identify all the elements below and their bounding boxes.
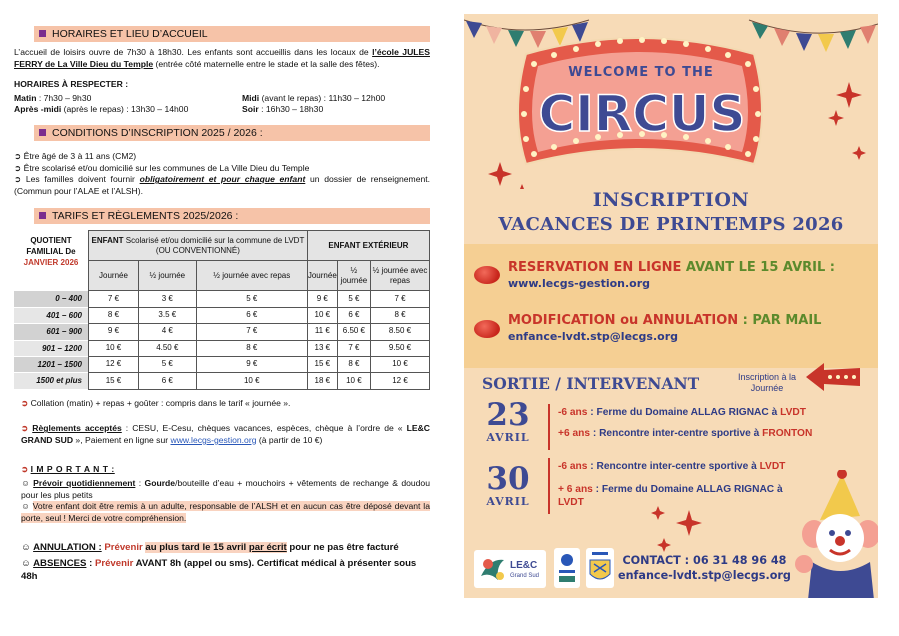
- smiley-icon: ☺: [21, 478, 34, 489]
- quotient-row: 1500 et plus: [14, 372, 88, 388]
- price-cell: 11 €: [307, 324, 337, 340]
- price-cell: 8 €: [337, 356, 370, 372]
- reservation-block: RESERVATION EN LIGNE AVANT LE 15 AVRIL : www.lecgs-gestion.org: [508, 260, 835, 290]
- price-cell: 9 €: [196, 356, 307, 372]
- smiley-icon: ☺: [21, 558, 34, 570]
- price-cell: 15 €: [307, 356, 337, 372]
- arrow-bullet-icon: ➲: [14, 150, 24, 161]
- price-cell: 3 €: [138, 291, 196, 307]
- column-header: Journée: [89, 261, 139, 291]
- price-cell: 15 €: [89, 373, 139, 389]
- smiley-icon: ☺: [21, 542, 34, 554]
- section-tarifs-header: [34, 208, 430, 224]
- quotient-row: 0 – 400: [14, 290, 88, 306]
- price-cell: 6 €: [337, 307, 370, 323]
- quotient-date: JANVIER 2026: [23, 257, 79, 267]
- price-cell: 6 €: [196, 307, 307, 323]
- clown-icon: [790, 470, 878, 598]
- caf-emblem-icon: [554, 548, 580, 588]
- activity-line: + 6 ans : Ferme du Domaine ALLAG RIGNAC à LVDT: [558, 484, 783, 508]
- price-cell: 8 €: [371, 307, 430, 323]
- absences-line: ☺ ABSENCES : Prévenir AVANT 8h (appel ou sms). Certificat médical à présenter sous 48h: [21, 558, 417, 583]
- circus-sign-icon: [464, 14, 878, 189]
- price-cell: 8 €: [89, 307, 139, 323]
- arrow-bullet-icon: ➲: [21, 397, 31, 408]
- online-payment-link[interactable]: www.lecgs-gestion.org: [170, 434, 257, 445]
- divider: [548, 458, 550, 514]
- price-cell: 10 €: [371, 356, 430, 372]
- price-cell: 4.50 €: [138, 340, 196, 356]
- modification-mail[interactable]: enfance-lvdt.stp@lecgs.org: [508, 329, 679, 343]
- arrow-bullet-icon: ➲: [14, 174, 26, 185]
- important-remise: ☺ Votre enfant doit être remis à un adulte, responsable de l’ALSH et en aucun cas être déposé devant la porte, seul ! Merci de votre compréhension.: [21, 501, 430, 523]
- table-row: [89, 373, 430, 389]
- price-cell: 12 €: [89, 356, 139, 372]
- activity-line: -6 ans : Rencontre inter-centre sportive à LVDT: [558, 461, 786, 472]
- column-header: ½ journée avec repas: [371, 261, 430, 291]
- lec-logo: LE&C Grand Sud: [474, 550, 546, 588]
- price-cell: 6 €: [138, 373, 196, 389]
- important-title: ➲ I M P O R T A N T :: [21, 464, 115, 475]
- reglements: ➲ Règlements acceptés : CESU, E-Cesu, chèques vacances, espèces, chèque à l’ordre de « LE&C GRAND SUD », Paiement en ligne sur www.lecgs-gestion.org (à partir de 10 €): [21, 423, 430, 445]
- section-title: CONDITIONS D’INSCRIPTION 2025 / 2026 :: [52, 126, 263, 139]
- column-header: Journée: [307, 261, 337, 291]
- quotient-row: 601 – 900: [14, 323, 88, 339]
- price-cell: 13 €: [307, 340, 337, 356]
- town-logo: [586, 548, 614, 588]
- enfant-exterieur-header: ENFANT EXTÉRIEUR: [307, 231, 429, 261]
- square-bullet-icon: [39, 129, 46, 136]
- contact-mail[interactable]: enfance-lvdt.stp@lecgs.org: [618, 568, 791, 582]
- section-title: TARIFS ET RÈGLEMENTS 2025/2026 :: [52, 210, 239, 223]
- price-cell: 6.50 €: [337, 324, 370, 340]
- price-cell: 7 €: [89, 291, 139, 307]
- column-header: ½ journée: [138, 261, 196, 291]
- price-cell: 8.50 €: [371, 324, 430, 340]
- column-header: ½ journée avec repas: [196, 261, 307, 291]
- divider: [548, 404, 550, 450]
- reservation-url[interactable]: www.lecgs-gestion.org: [508, 276, 651, 290]
- circus-flyer: [464, 14, 878, 598]
- price-cell: 7 €: [371, 291, 430, 307]
- table-row: [89, 340, 430, 356]
- town-shield-icon: [586, 548, 614, 588]
- table-row: [89, 324, 430, 340]
- arrow-left-icon: [804, 360, 864, 394]
- table-row: [89, 307, 430, 323]
- lec-emblem-icon: [478, 554, 508, 584]
- day-30: 30 AVRIL: [486, 461, 530, 508]
- square-bullet-icon: [39, 30, 46, 37]
- contact-phone[interactable]: CONTACT : 06 31 48 96 48: [622, 554, 787, 567]
- section-conditions-header: [34, 125, 430, 141]
- inscription-title: INSCRIPTION: [592, 189, 750, 211]
- svg-text:CIRCUS: CIRCUS: [538, 85, 746, 143]
- price-cell: 5 €: [196, 291, 307, 307]
- column-header: ½ journée: [337, 261, 370, 291]
- quotient-row: 901 – 1200: [14, 340, 88, 356]
- contact-block: [618, 554, 791, 583]
- caf-logo: [554, 548, 580, 588]
- arrow-bullet-icon: ➲: [21, 464, 31, 475]
- price-cell: 3.5 €: [138, 307, 196, 323]
- enfant-lvdt-header: ENFANT Scolarisé et/ou domicilié sur la commune de LVDT (OU CONVENTIONNÉ): [89, 231, 308, 261]
- activity-line: +6 ans : Rencontre inter-centre sportive à FRONTON: [558, 428, 813, 439]
- respect-title: HORAIRES À RESPECTER :: [14, 79, 129, 90]
- condition-item: ➲ Être âgé de 3 à 11 ans (CM2): [14, 150, 137, 161]
- price-cell: 7 €: [196, 324, 307, 340]
- table-row: [89, 291, 430, 307]
- condition-item: ➲ Les familles doivent fournir obligatoirement et pour chaque enfant un dossier de renseignement. (Commun pour l’ALAE et l’ALSH).: [14, 174, 431, 196]
- price-cell: 10 €: [307, 307, 337, 323]
- activity-line: -6 ans : Ferme du Domaine ALLAG RIGNAC à LVDT: [558, 407, 806, 418]
- square-bullet-icon: [39, 212, 46, 219]
- tarif-note: ➲ Collation (matin) + repas + goûter : compris dans le tarif « journée ».: [21, 397, 291, 408]
- price-cell: 10 €: [196, 373, 307, 389]
- quotient-column: [14, 230, 88, 389]
- price-cell: 10 €: [337, 373, 370, 389]
- section-horaires-header: [34, 26, 430, 42]
- tarif-table: [88, 230, 430, 389]
- table-row: [89, 356, 430, 372]
- smiley-icon: ☺: [21, 501, 33, 512]
- price-cell: 9.50 €: [371, 340, 430, 356]
- annulation-line: ☺ ANNULATION : Prévenir au plus tard le 15 avril par écrit pour ne pas être facturé: [21, 542, 399, 554]
- arrow-bullet-icon: ➲: [14, 162, 24, 173]
- arrow-bullet-icon: ➲: [21, 423, 33, 434]
- quotient-row: 1201 – 1500: [14, 356, 88, 372]
- horaires-intro: L’accueil de loisirs ouvre de 7h30 à 18h30. Les enfants sont accueillis dans les locaux de l’école JULES FERRY de La Ville Dieu du Temple (entrée côté maternelle entre le stade et la salle des fêtes).: [14, 47, 430, 69]
- left-column: [14, 26, 430, 584]
- price-cell: 4 €: [138, 324, 196, 340]
- condition-item: ➲ Être scolarisé et/ou domicilié sur les communes de La Ville Dieu du Temple: [14, 162, 310, 173]
- price-cell: 5 €: [138, 356, 196, 372]
- quotient-label: QUOTIENT FAMILIAL De: [26, 236, 76, 257]
- quotient-row: 401 – 600: [14, 307, 88, 323]
- sortie-title: SORTIE / INTERVENANT: [482, 374, 700, 393]
- price-cell: 9 €: [89, 324, 139, 340]
- important-prevoir: ☺ Prévoir quotidiennement : Gourde/bouteille d’eau + mouchoirs + vêtements de rechange & doudou pour les plus petits: [21, 478, 430, 500]
- section-title: HORAIRES ET LIEU D’ACCUEIL: [52, 28, 208, 40]
- vacances-title: VACANCES DE PRINTEMPS 2026: [498, 214, 844, 235]
- price-cell: 5 €: [337, 291, 370, 307]
- price-cell: 12 €: [371, 373, 430, 389]
- price-cell: 9 €: [307, 291, 337, 307]
- svg-text:WELCOME TO THE: WELCOME TO THE: [568, 65, 714, 80]
- slots-row-1: Matin : 7h30 – 9h30 Midi (avant le repas) : 11h30 – 12h00: [14, 92, 386, 103]
- slots-row-2: Après -midi (après le repas) : 13h30 – 14h00 Soir : 16h30 – 18h30: [14, 104, 324, 115]
- modification-block: MODIFICATION ou ANNULATION : PAR MAIL enfance-lvdt.stp@lecgs.org: [508, 313, 822, 343]
- day-23: 23 AVRIL: [486, 397, 530, 444]
- price-cell: 18 €: [307, 373, 337, 389]
- price-cell: 10 €: [89, 340, 139, 356]
- inscription-journee-note: Inscription à la Journée: [737, 372, 797, 393]
- red-ball-icon: [474, 266, 500, 284]
- price-cell: 8 €: [196, 340, 307, 356]
- price-cell: 7 €: [337, 340, 370, 356]
- red-ball-icon: [474, 320, 500, 338]
- school-name: l’école JULES FERRY de La Ville Dieu du Temple: [14, 47, 430, 69]
- tarif-table-wrap: [14, 230, 430, 389]
